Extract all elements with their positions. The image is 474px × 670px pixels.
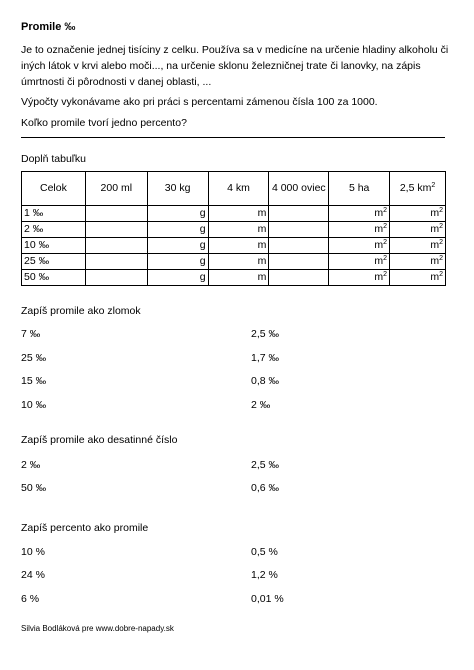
answer-line [21, 137, 445, 138]
unit-cell[interactable]: g [147, 206, 208, 222]
unit-cell[interactable]: $m^2$ [390, 206, 446, 222]
table-header-row [22, 172, 446, 206]
value-cell: 25 ‰ [22, 254, 86, 270]
fraction-section-label: Zapíš promile ako zlomok [21, 305, 141, 317]
unit-cell[interactable]: m [208, 270, 269, 286]
answer-cell[interactable] [85, 238, 147, 254]
intro-paragraph: Je to označenie jednej tisíciny z celku. Používa sa v medicíne na určenie hladiny alkoholu či iných látok v krvi alebo moči..., na určenie sklonu železničnej trate či lanovky, na zápis úmrtnosti či pôrodnosti v danej oblasti, ... [21, 44, 449, 88]
header-cell: 5 ha [329, 172, 390, 206]
exercise-item: 2,5 ‰ [251, 328, 280, 340]
answer-cell[interactable] [85, 270, 147, 286]
unit-cell[interactable]: $m^2$ [390, 270, 446, 286]
answer-cell[interactable] [269, 270, 329, 286]
unit-cell[interactable]: $m^2$ [329, 270, 390, 286]
table-row [22, 270, 446, 286]
exercise-item: 50 ‰ [21, 482, 47, 494]
exercise-item: 0,5 % [251, 546, 278, 558]
percent-section-label: Zapíš percento ako promile [21, 522, 149, 534]
table-row [22, 254, 446, 270]
value-cell: 50 ‰ [22, 270, 86, 286]
header-cell: 4 km [208, 172, 269, 206]
unit-cell[interactable]: $m^2$ [390, 222, 446, 238]
header-cell: 30 kg [147, 172, 208, 206]
answer-cell[interactable] [85, 254, 147, 270]
table-row [22, 206, 446, 222]
exercise-item: 2,5 ‰ [251, 459, 280, 471]
unit-cell[interactable]: g [147, 270, 208, 286]
exercise-item: 0,6 ‰ [251, 482, 280, 494]
unit-cell[interactable]: $m^2$ [329, 206, 390, 222]
header-cell: 200 ml [85, 172, 147, 206]
unit-cell[interactable]: m [208, 254, 269, 270]
exercise-item: 0,8 ‰ [251, 375, 280, 387]
value-cell: 10 ‰ [22, 238, 86, 254]
decimal-section-label: Zapíš promile ako desatinné číslo [21, 434, 178, 446]
answer-cell[interactable] [269, 254, 329, 270]
table-row [22, 238, 446, 254]
exercise-item: 2 ‰ [251, 399, 271, 411]
unit-cell[interactable]: g [147, 222, 208, 238]
unit-cell[interactable]: $m^2$ [329, 254, 390, 270]
unit-cell[interactable]: $m^2$ [390, 254, 446, 270]
exercise-item: 1,7 ‰ [251, 352, 280, 364]
exercise-item: 0,01 % [251, 593, 284, 605]
answer-cell[interactable] [85, 206, 147, 222]
page-title: Promile ‰ [21, 21, 76, 33]
unit-cell[interactable]: $m^2$ [329, 222, 390, 238]
answer-cell[interactable] [85, 222, 147, 238]
calc-note: Výpočty vykonávame ako pri práci s percentami zámenou čísla 100 za 1000. [21, 96, 378, 108]
header-cell: 4 000 oviec [269, 172, 329, 206]
question: Koľko promile tvorí jedno percento? [21, 117, 187, 129]
exercise-item: 15 ‰ [21, 375, 47, 387]
exercise-item: 10 ‰ [21, 399, 47, 411]
unit-cell[interactable]: g [147, 238, 208, 254]
answer-cell[interactable] [269, 222, 329, 238]
exercise-item: 1,2 % [251, 569, 278, 581]
unit-cell[interactable]: g [147, 254, 208, 270]
exercise-item: 2 ‰ [21, 459, 41, 471]
exercise-item: 10 % [21, 546, 45, 558]
header-cell: Celok [22, 172, 86, 206]
exercise-item: 7 ‰ [21, 328, 41, 340]
unit-cell[interactable]: m [208, 222, 269, 238]
unit-cell[interactable]: $m^2$ [390, 238, 446, 254]
answer-cell[interactable] [269, 206, 329, 222]
unit-cell[interactable]: m [208, 238, 269, 254]
exercise-item: 6 % [21, 593, 40, 605]
unit-cell[interactable]: $m^2$ [329, 238, 390, 254]
value-cell: 2 ‰ [22, 222, 86, 238]
value-cell: 1 ‰ [22, 206, 86, 222]
conversion-table [21, 171, 446, 286]
footer-credit: Silvia Bodláková pre www.dobre-napady.sk [21, 624, 174, 633]
exercise-item: 24 % [21, 569, 45, 581]
table-row [22, 222, 446, 238]
answer-cell[interactable] [269, 238, 329, 254]
exercise-item: 25 ‰ [21, 352, 47, 364]
unit-cell[interactable]: m [208, 206, 269, 222]
header-cell: 2,5 $km^2$ [390, 172, 446, 206]
table-section-label: Doplň tabuľku [21, 153, 86, 165]
